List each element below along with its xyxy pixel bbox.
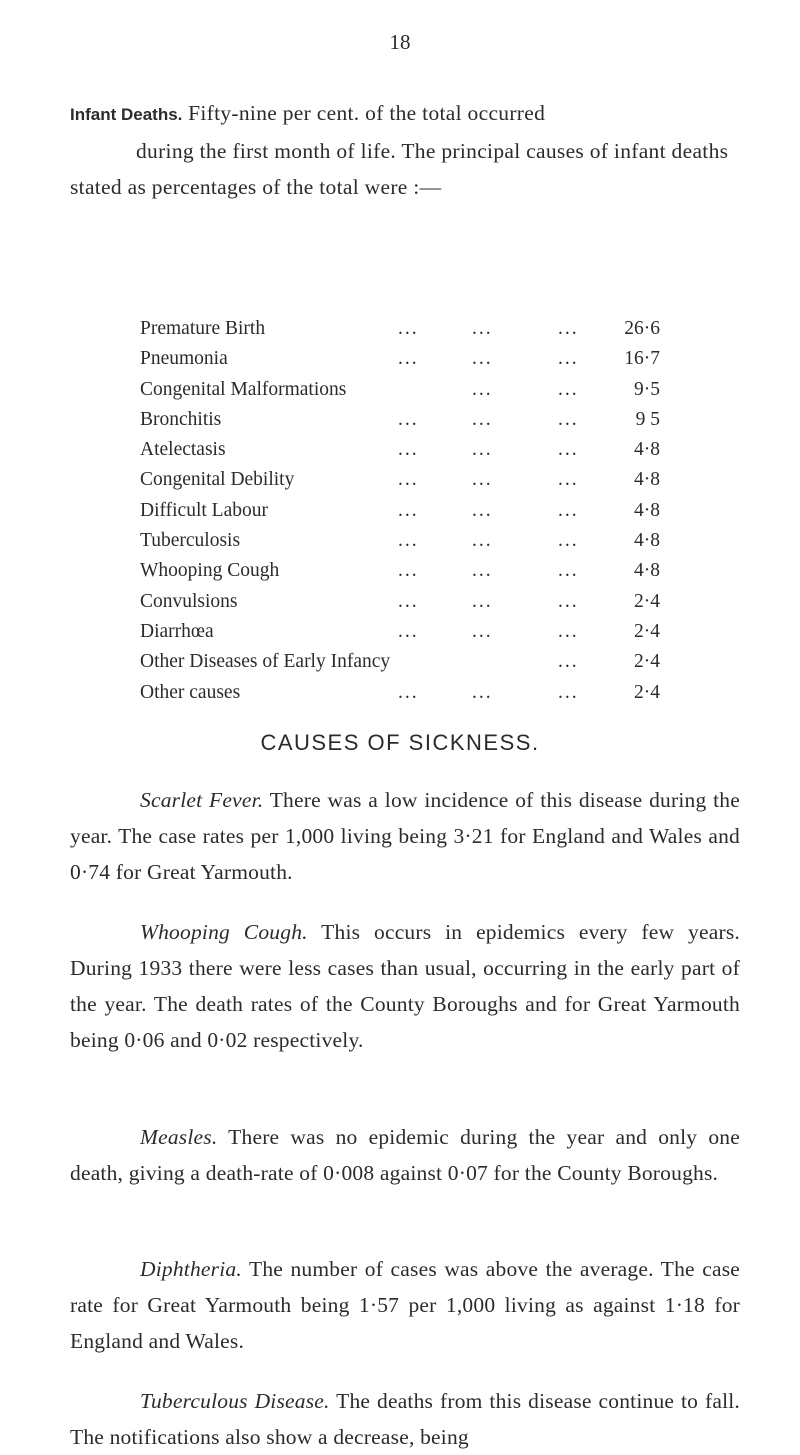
scarlet-fever-paragraph	[70, 782, 740, 890]
leader-dots: ...	[398, 499, 419, 521]
cause-row	[140, 591, 660, 621]
leader-dots: ...	[558, 590, 579, 612]
cause-name: Premature Birth	[140, 318, 266, 339]
section-title: CAUSES OF SICKNESS.	[260, 730, 540, 755]
cause-row	[140, 439, 660, 469]
cause-percentage: 2·4	[634, 590, 660, 612]
leader-dots: ...	[398, 318, 419, 339]
tuberculous-paragraph	[70, 1383, 740, 1455]
leader-dots: ...	[558, 651, 579, 673]
cause-row	[140, 560, 660, 590]
cause-name: Whooping Cough	[140, 560, 280, 582]
scarlet-fever-text: There was a low incidence of this disease during the year. The case rates per 1,000 living being 3·21 for England and Wales and 0·74 for Great Yarmouth.	[70, 788, 740, 884]
cause-row	[140, 409, 660, 439]
cause-row	[140, 500, 660, 530]
leader-dots: ...	[558, 378, 579, 400]
scarlet-fever-heading: Scarlet Fever.	[140, 788, 264, 812]
cause-name: Bronchitis	[140, 408, 222, 430]
leader-dots: ...	[558, 620, 579, 642]
cause-percentage: 4·8	[634, 469, 660, 491]
cause-row	[140, 469, 660, 499]
leader-dots: ...	[472, 620, 493, 642]
cause-percentage: 9 5	[635, 408, 660, 430]
whooping-cough-text: This occurs in epidemics every few years. During 1933 there were less cases than usual, occurring in the early part of the year. The death rates of the County Boroughs and for Great Yarmouth being 0·06 and 0·02 respectively.	[70, 920, 740, 1052]
infant-deaths-heading: Infant Deaths.	[70, 105, 183, 124]
cause-percentage: 4·8	[634, 439, 660, 461]
leader-dots: ...	[472, 499, 493, 521]
cause-name: Pneumonia	[140, 348, 228, 370]
leader-dots: ...	[398, 408, 419, 430]
infant-deaths-paragraph	[70, 95, 740, 205]
infant-death-causes-table	[140, 318, 660, 712]
leader-dots: ...	[472, 408, 493, 430]
cause-name: Congenital Malformations	[140, 378, 347, 400]
tuberculous-heading: Tuberculous Disease.	[140, 1389, 330, 1413]
cause-name: Tuberculosis	[140, 530, 241, 552]
diphtheria-text: The number of cases was above the average. The case rate for Great Yarmouth being 1·57 per 1,000 living as against 1·18 for England and Wales.	[70, 1257, 741, 1353]
leader-dots: ...	[398, 469, 419, 491]
cause-name: Other causes	[140, 681, 241, 703]
leader-dots: ...	[398, 681, 419, 703]
measles-paragraph	[70, 1119, 740, 1191]
cause-row	[140, 682, 660, 712]
leader-dots: ...	[558, 408, 579, 430]
leader-dots: ...	[472, 378, 493, 400]
leader-dots: ...	[558, 530, 579, 552]
leader-dots: ...	[398, 439, 419, 461]
leader-dots: ...	[398, 560, 419, 582]
diphtheria-paragraph	[70, 1251, 740, 1359]
leader-dots: ...	[558, 469, 579, 491]
cause-percentage: 4·8	[634, 530, 660, 552]
whooping-cough-paragraph	[70, 914, 740, 1058]
leader-dots: ...	[398, 348, 419, 370]
leader-dots: ...	[558, 560, 579, 582]
leader-dots: ...	[558, 348, 579, 370]
cause-row	[140, 379, 660, 409]
diphtheria-heading: Diphtheria.	[140, 1257, 242, 1281]
cause-row	[140, 348, 660, 378]
cause-name: Diarrhœa	[140, 620, 214, 642]
whooping-cough-heading: Whooping Cough.	[140, 920, 308, 944]
cause-name: Congenital Debility	[140, 469, 295, 491]
leader-dots: ...	[472, 348, 493, 370]
tuberculous-text: The deaths from this disease continue to fall. The notifications also show a decrease, being	[70, 1389, 741, 1449]
leader-dots: ...	[472, 590, 493, 612]
cause-row	[140, 318, 660, 348]
cause-name: Other Diseases of Early Infancy	[140, 651, 391, 673]
cause-percentage: 4·8	[634, 560, 660, 582]
cause-percentage: 26·6	[624, 318, 660, 339]
measles-heading: Measles.	[140, 1125, 218, 1149]
cause-row	[140, 530, 660, 560]
leader-dots: ...	[558, 318, 579, 339]
leader-dots: ...	[472, 439, 493, 461]
cause-row	[140, 621, 660, 651]
measles-text: There was no epidemic during the year and only one death, giving a death-rate of 0·008 against 0·07 for the County Boroughs.	[70, 1125, 740, 1185]
leader-dots: ...	[398, 530, 419, 552]
infant-deaths-text-line1: Fifty-nine per cent. of the total occurred	[188, 101, 546, 125]
cause-row	[140, 651, 660, 681]
leader-dots: ...	[472, 469, 493, 491]
cause-percentage: 2·4	[634, 681, 660, 703]
cause-percentage: 2·4	[634, 651, 660, 673]
leader-dots: ...	[472, 560, 493, 582]
cause-name: Atelectasis	[140, 439, 226, 461]
leader-dots: ...	[558, 681, 579, 703]
infant-deaths-text-rest: during the first month of life. The principal causes of infant deaths stated as percentages of the total were :—	[70, 139, 729, 199]
leader-dots: ...	[558, 439, 579, 461]
cause-name: Difficult Labour	[140, 499, 268, 521]
leader-dots: ...	[472, 530, 493, 552]
leader-dots: ...	[472, 681, 493, 703]
cause-percentage: 4·8	[634, 499, 660, 521]
leader-dots: ...	[472, 318, 493, 339]
leader-dots: ...	[558, 499, 579, 521]
leader-dots: ...	[398, 620, 419, 642]
cause-percentage: 16·7	[624, 348, 660, 370]
cause-name: Convulsions	[140, 590, 238, 612]
leader-dots: ...	[398, 590, 419, 612]
page-number: 18	[389, 30, 411, 54]
cause-percentage: 2·4	[634, 620, 660, 642]
cause-percentage: 9·5	[634, 378, 660, 400]
